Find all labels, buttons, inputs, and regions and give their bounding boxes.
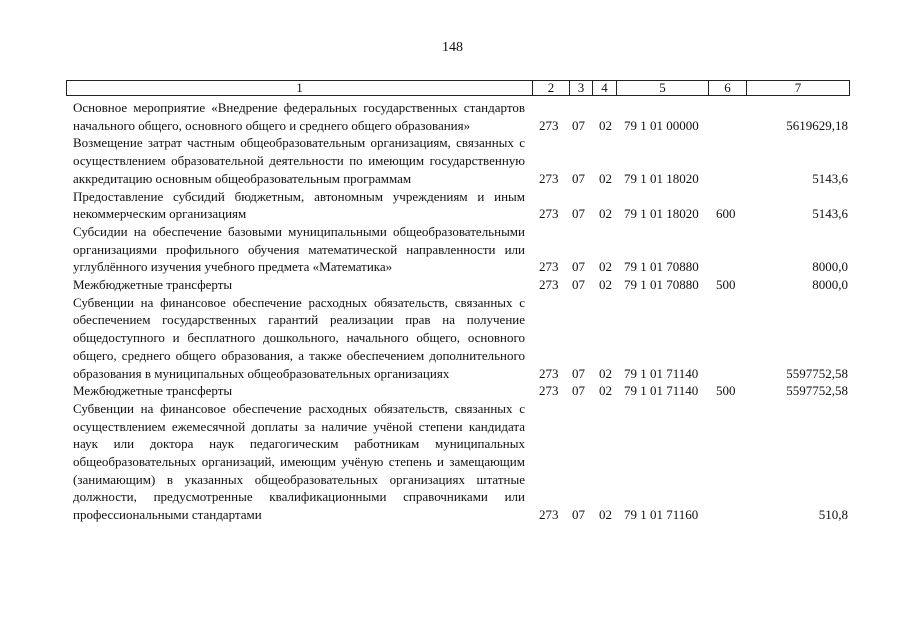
row-target-article: 79 1 01 71160 [624, 507, 699, 523]
table-row [0, 99, 905, 134]
row-sum: 510,8 [818, 507, 848, 523]
row-podrazdel: 02 [599, 383, 612, 399]
row-description: Возмещение затрат частным общеобразовательным организациям, связанных с осуществлением образовательной деятельности по имеющим государственную аккредитацию основным общеобразовательным программам [73, 135, 525, 186]
row-grbs: 273 [539, 117, 559, 133]
row-expense-type: 600 [716, 206, 736, 222]
row-sum: 5143,6 [812, 170, 848, 186]
table-body [0, 99, 905, 524]
row-target-article: 79 1 01 18020 [624, 206, 699, 222]
row-description: Межбюджетные трансферты [73, 383, 233, 399]
row-sum: 5597752,58 [786, 365, 848, 381]
row-razdel: 07 [572, 117, 585, 133]
row-podrazdel: 02 [599, 507, 612, 523]
row-podrazdel: 02 [599, 277, 612, 293]
row-grbs: 273 [539, 259, 559, 275]
row-description: Основное мероприятие «Внедрение федеральных государственных стандартов начального общего, основного общего и среднего общего образования» [73, 100, 525, 133]
row-grbs: 273 [539, 383, 559, 399]
header-col-3: 3 [570, 81, 593, 95]
row-grbs: 273 [539, 206, 559, 222]
row-target-article: 79 1 01 71140 [624, 365, 699, 381]
row-grbs: 273 [539, 365, 559, 381]
table-row [0, 400, 905, 524]
row-description: Межбюджетные трансферты [73, 277, 233, 293]
row-description: Предоставление субсидий бюджетным, автономным учреждениям и иным некоммерческим организациям [73, 188, 525, 222]
row-razdel: 07 [572, 206, 585, 222]
row-target-article: 79 1 01 00000 [624, 117, 699, 133]
row-grbs: 273 [539, 277, 559, 293]
row-razdel: 07 [572, 383, 585, 399]
row-target-article: 79 1 01 71140 [624, 383, 699, 399]
table-row [0, 382, 905, 400]
row-description: Субвенции на финансовое обеспечение расходных обязательств, связанных с обеспечением государственных гарантий реализации прав на получение общедоступного и бесплатного дошкольного, начального общего, основного общего, среднего общего образования, а также обеспечением дополнительного образования в муниципальных общеобразовательных организациях [73, 294, 525, 381]
row-razdel: 07 [572, 277, 585, 293]
row-grbs: 273 [539, 170, 559, 186]
header-col-7: 7 [794, 80, 802, 95]
page-number: 148 [442, 40, 463, 55]
row-description: Субвенции на финансовое обеспечение расходных обязательств, связанных с осуществлением ежемесячной доплаты за наличие учёной степени кандидата наук или доктора наук педагогическим работникам муниципальных общеобразовательных организаций, имеющим учёную степень и замещающим (занимающим) в указанных общеобразовательных организациях штатные должности, предусмотренные квалификационными справочниками или профессиональными стандартами [73, 400, 525, 523]
table-row [0, 134, 905, 187]
row-target-article: 79 1 01 18020 [624, 170, 699, 186]
header-col-6: 6 [709, 81, 747, 95]
row-sum: 5597752,58 [786, 383, 848, 399]
row-sum: 5619629,18 [786, 117, 848, 133]
row-razdel: 07 [572, 259, 585, 275]
table-header-row [66, 80, 850, 96]
row-description: Субсидии на обеспечение базовыми муниципальными общеобразовательными организациями профильного обучения математической направленности или углублённого изучения учебного предмета «Математика» [73, 223, 525, 275]
header-col-1: 1 [67, 81, 533, 95]
row-podrazdel: 02 [599, 117, 612, 133]
table-row [0, 223, 905, 276]
table-row [0, 276, 905, 294]
table-row [0, 294, 905, 383]
row-grbs: 273 [539, 507, 559, 523]
header-col-4: 4 [593, 81, 617, 95]
row-razdel: 07 [572, 507, 585, 523]
row-expense-type: 500 [716, 383, 736, 399]
row-razdel: 07 [572, 170, 585, 186]
row-razdel: 07 [572, 365, 585, 381]
row-sum: 8000,0 [812, 277, 848, 293]
row-podrazdel: 02 [599, 259, 612, 275]
row-podrazdel: 02 [599, 206, 612, 222]
row-sum: 5143,6 [812, 206, 848, 222]
row-sum: 8000,0 [812, 259, 848, 275]
header-col-2: 2 [533, 81, 570, 95]
row-expense-type: 500 [716, 277, 736, 293]
row-target-article: 79 1 01 70880 [624, 277, 699, 293]
table-row [0, 188, 905, 223]
row-target-article: 79 1 01 70880 [624, 259, 699, 275]
row-podrazdel: 02 [599, 365, 612, 381]
row-podrazdel: 02 [599, 170, 612, 186]
header-col-5: 5 [617, 81, 709, 95]
